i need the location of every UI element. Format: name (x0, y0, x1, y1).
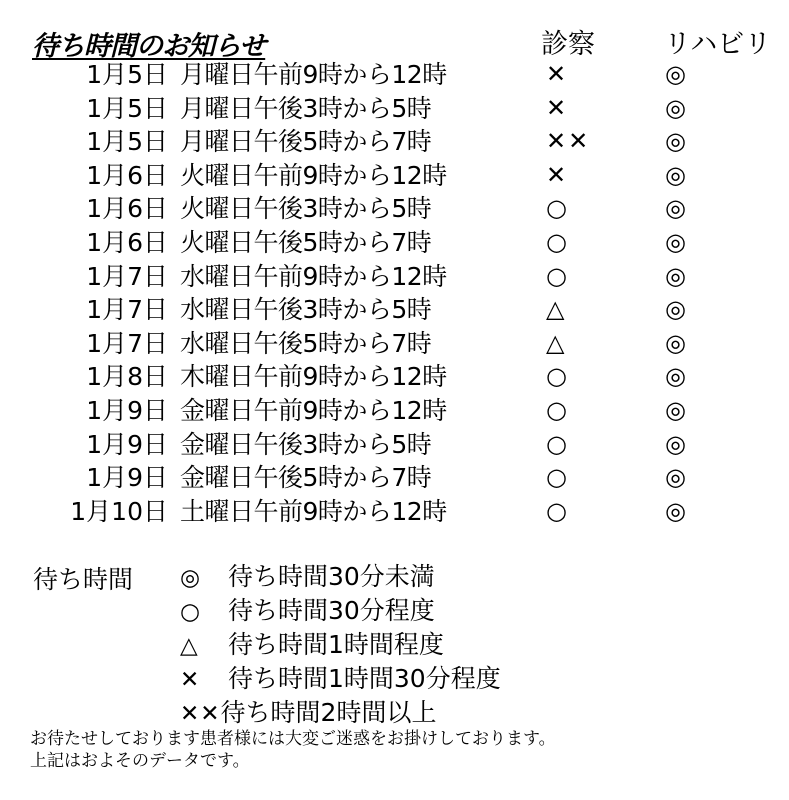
row-time-slot: 金曜日午後3時から5時 (180, 429, 432, 459)
row-rehab-wait-symbol: ◎ (665, 295, 686, 324)
row-time-slot: 金曜日午後5時から7時 (180, 463, 432, 493)
row-rehab-wait-symbol: ◎ (665, 261, 686, 290)
row-exam-wait-symbol: ○ (546, 429, 569, 458)
row-rehab-wait-symbol: ◎ (665, 228, 686, 256)
row-exam-wait-symbol: ○ (546, 261, 569, 290)
row-rehab-wait-symbol: ◎ (665, 127, 686, 156)
row-date: 1月5日 (86, 60, 168, 89)
row-time-slot: 水曜日午前9時から12時 (180, 261, 447, 291)
row-date: 1月9日 (86, 463, 168, 493)
legend-item (180, 662, 501, 696)
legend-item (180, 560, 435, 594)
legend-item (180, 628, 444, 662)
row-date: 1月7日 (86, 261, 168, 291)
schedule-row (0, 461, 789, 495)
schedule-row (0, 159, 789, 193)
row-time-slot: 水曜日午後5時から7時 (180, 328, 432, 358)
schedule-row (0, 495, 789, 529)
row-exam-wait-symbol: ○ (546, 194, 569, 223)
row-exam-wait-symbol: ✕✕ (546, 127, 591, 156)
row-rehab-wait-symbol: ◎ (665, 362, 686, 391)
row-rehab-wait-symbol: ◎ (665, 429, 686, 458)
legend-item-text: 待ち時間30分程度 (228, 596, 435, 625)
legend-item (180, 696, 436, 730)
row-exam-wait-symbol: ○ (546, 362, 569, 391)
row-date: 1月7日 (86, 328, 168, 358)
row-rehab-wait-symbol: ◎ (665, 60, 686, 88)
row-date: 1月6日 (86, 228, 168, 257)
row-exam-wait-symbol: ○ (546, 228, 569, 256)
row-time-slot: 月曜日午後5時から7時 (180, 127, 432, 157)
row-exam-wait-symbol: ○ (546, 396, 569, 424)
row-rehab-wait-symbol: ◎ (665, 328, 686, 357)
double-cross-icon: ✕✕ (180, 701, 221, 727)
row-time-slot: 月曜日午前9時から12時 (180, 60, 447, 89)
schedule-row (0, 192, 789, 226)
legend-title: 待ち時間 (33, 565, 134, 594)
schedule-row (0, 394, 789, 428)
row-date: 1月5日 (86, 127, 168, 157)
row-exam-wait-symbol: ✕ (546, 60, 569, 88)
legend-item-text: 待ち時間2時間以上 (220, 698, 437, 727)
legend-item-text: 待ち時間30分未満 (228, 562, 435, 591)
row-rehab-wait-symbol: ◎ (665, 194, 686, 223)
row-date: 1月6日 (86, 194, 168, 224)
schedule-row (0, 125, 789, 159)
row-date: 1月9日 (86, 429, 168, 459)
legend-item (180, 594, 435, 628)
row-time-slot: 木曜日午前9時から12時 (180, 362, 447, 392)
row-exam-wait-symbol: △ (546, 328, 567, 357)
double-circle-icon: ◎ (180, 565, 201, 591)
apology-note: お待たせしております患者様には大変ご迷惑をお掛けしております。 (30, 729, 556, 749)
schedule-row (0, 293, 789, 327)
column-header-rihabiri: リハビリ (664, 29, 772, 60)
schedule-row (0, 226, 789, 260)
schedule-row (0, 360, 789, 394)
legend-item-text: 待ち時間1時間程度 (228, 630, 444, 659)
row-time-slot: 水曜日午後3時から5時 (180, 295, 432, 325)
row-time-slot: 火曜日午後5時から7時 (180, 228, 432, 257)
row-date: 1月9日 (86, 396, 168, 425)
row-exam-wait-symbol: △ (546, 295, 567, 324)
schedule-row (0, 428, 789, 462)
column-header-shinsatsu: 診察 (541, 29, 595, 60)
page-title: 待ち時間のお知らせ (32, 31, 266, 62)
row-time-slot: 月曜日午後3時から5時 (180, 93, 432, 123)
row-date: 1月7日 (86, 295, 168, 325)
row-date: 1月10日 (70, 496, 168, 526)
schedule-row (0, 92, 789, 126)
row-time-slot: 火曜日午後3時から5時 (180, 194, 432, 224)
schedule-row (0, 260, 789, 294)
row-time-slot: 土曜日午前9時から12時 (180, 496, 447, 526)
row-date: 1月5日 (86, 93, 168, 123)
row-rehab-wait-symbol: ◎ (665, 396, 686, 424)
row-rehab-wait-symbol: ◎ (665, 93, 686, 122)
data-disclaimer-note: 上記はおよそのデータです。 (30, 751, 250, 771)
row-time-slot: 金曜日午前9時から12時 (180, 396, 447, 425)
circle-icon: ○ (180, 599, 201, 625)
row-time-slot: 火曜日午前9時から12時 (180, 160, 447, 190)
row-rehab-wait-symbol: ◎ (665, 496, 686, 525)
schedule-row (0, 327, 789, 361)
triangle-icon: △ (180, 633, 198, 659)
legend-item-text: 待ち時間1時間30分程度 (228, 664, 501, 693)
cross-icon: ✕ (180, 667, 200, 693)
schedule-row (0, 58, 789, 92)
footnotes (30, 728, 556, 772)
row-rehab-wait-symbol: ◎ (665, 463, 686, 492)
row-exam-wait-symbol: ○ (546, 463, 569, 492)
row-date: 1月6日 (86, 160, 168, 190)
row-exam-wait-symbol: ✕ (546, 160, 569, 189)
row-exam-wait-symbol: ○ (546, 496, 569, 525)
row-date: 1月8日 (86, 362, 168, 392)
row-exam-wait-symbol: ✕ (546, 93, 569, 122)
row-rehab-wait-symbol: ◎ (665, 160, 686, 189)
